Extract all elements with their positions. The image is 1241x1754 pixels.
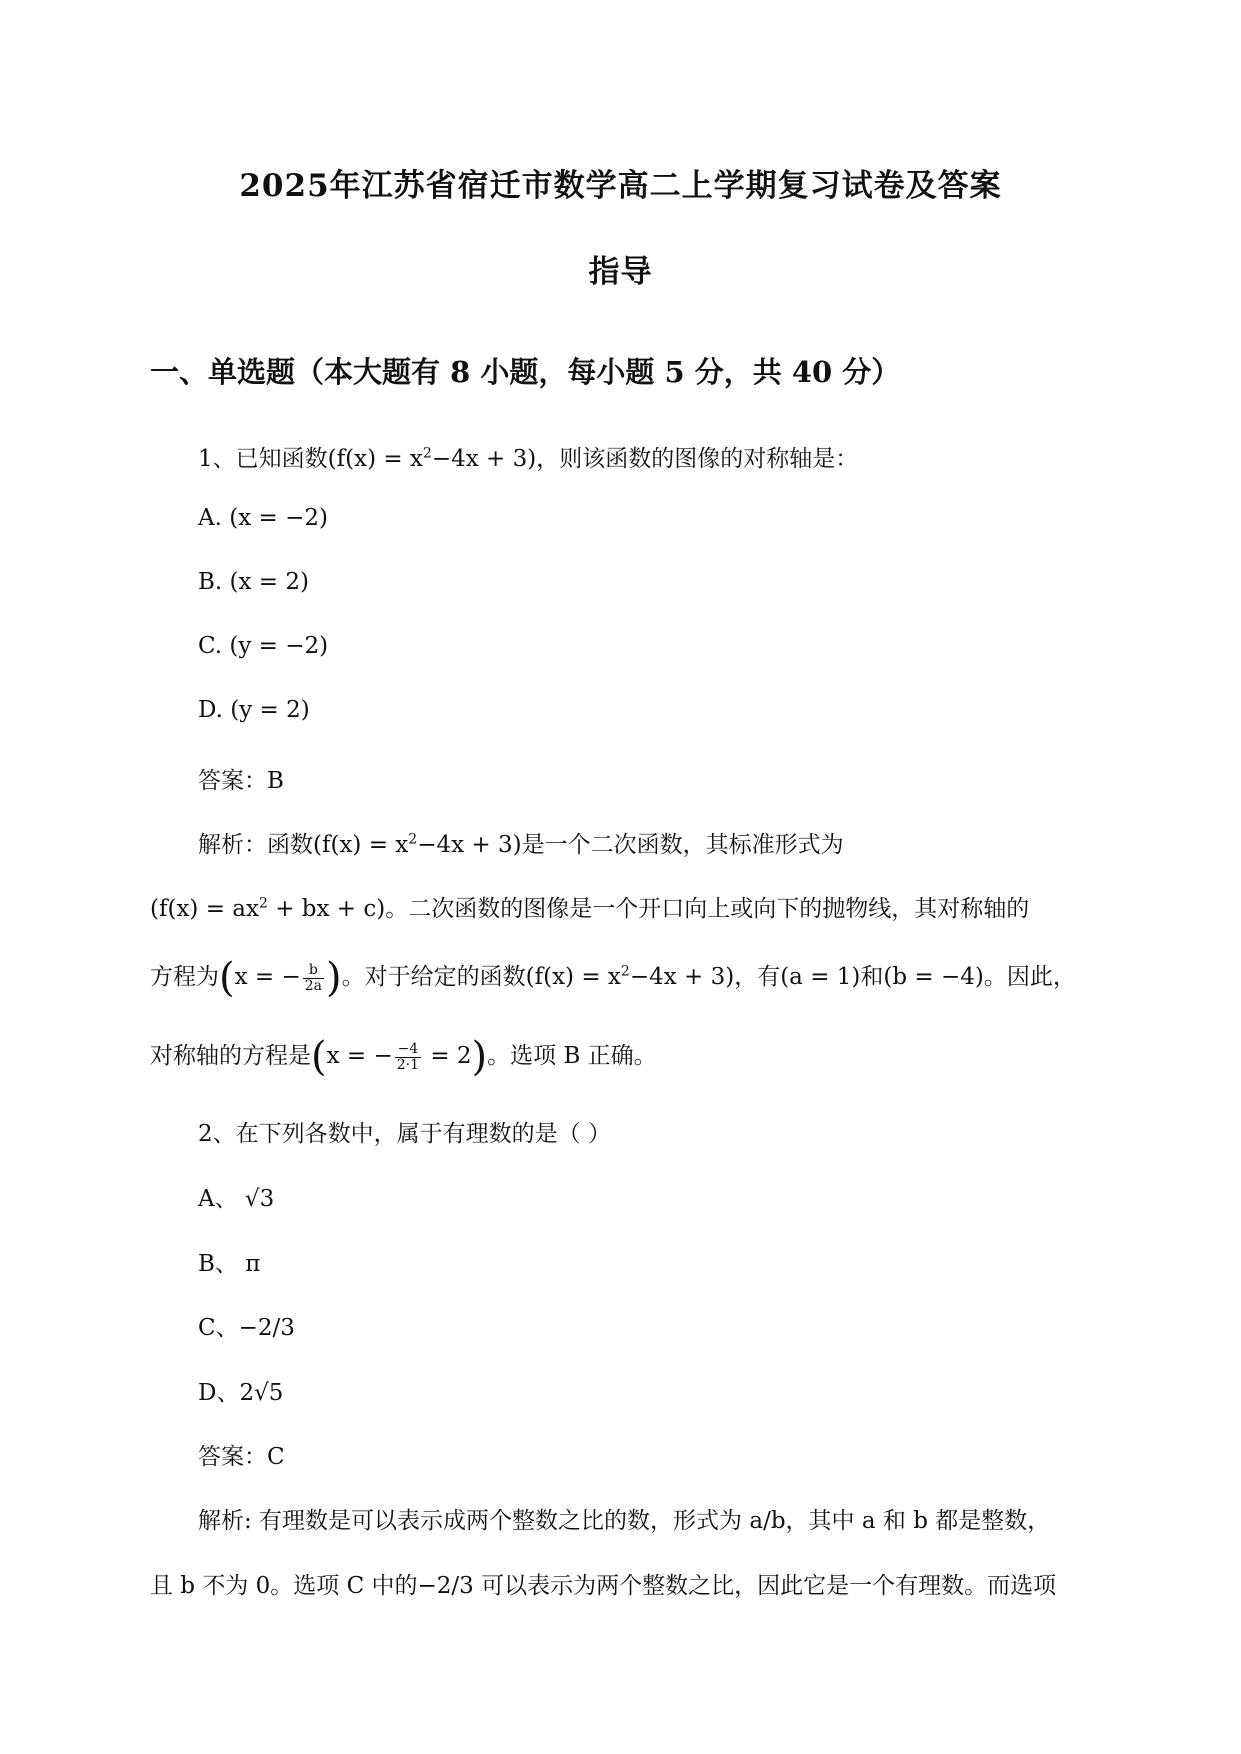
fraction: $\frac{b}{2a}$ <box>304 961 323 994</box>
question-1-analysis-line-1: 解析：函数$(f(x) = x^2-4x + 3)$是一个二次函数，其标准形式为 <box>198 831 844 858</box>
question-1-stem: 1、已知函数$(f(x) = x^2-4x + 3)$，则该函数的图像的对称轴是： <box>198 445 859 472</box>
section-heading: 一、单选题（本大题有 8 小题，每小题 5 分，共 40 分） <box>150 355 901 389</box>
fraction: $\frac{-4}{2\cdot 1}$ <box>396 1040 420 1073</box>
question-1-analysis-line-4: 对称轴的方程是(x = − $\frac{-4}{2\cdot 1}$ = 2)。选项 B 正确。 <box>150 1034 657 1080</box>
question-1-option-a: A. (x = −2) <box>198 505 328 531</box>
question-1-option-c: C. (y = −2) <box>198 633 329 659</box>
question-1-analysis-line-3: 方程为(x = − $\frac{b}{2a}$ )。对于给定的函数$(f(x) = x^2-4x + 3)$，有(a = 1)和(b = −4)。因此， <box>150 955 1076 1001</box>
question-2-option-b: B、 π <box>198 1251 261 1277</box>
question-1-option-d: D. (y = 2) <box>198 697 310 723</box>
question-2-analysis-line-1: 解析: 有理数是可以表示成两个整数之比的数，形式为 a/b，其中 a 和 b 都是整数， <box>198 1508 1051 1534</box>
page-title: 2025年江苏省宿迁市数学高二上学期复习试卷及答案 <box>239 168 1002 204</box>
question-1-answer: 答案：B <box>198 768 284 794</box>
question-1-analysis-line-2: ($f(x) = ax^2$ + bx + c)。二次函数的图像是一个开口向上或向下的抛物线，其对称轴的 <box>150 895 1030 922</box>
question-2-answer: 答案：C <box>198 1444 285 1470</box>
question-1-option-b: B. (x = 2) <box>198 569 309 595</box>
question-2-stem: 2、在下列各数中，属于有理数的是（ ） <box>198 1121 611 1147</box>
question-2-option-a: A、 √3 <box>198 1186 275 1212</box>
question-2-option-c: C、−2/3 <box>198 1315 295 1341</box>
question-2-option-d: D、2√5 <box>198 1380 284 1406</box>
page-subtitle: 指导 <box>588 254 653 290</box>
question-2-analysis-line-2: 且 b 不为 0。选项 C 中的−2/3 可以表示为两个整数之比，因此它是一个有理数。而选项 <box>150 1573 1057 1599</box>
